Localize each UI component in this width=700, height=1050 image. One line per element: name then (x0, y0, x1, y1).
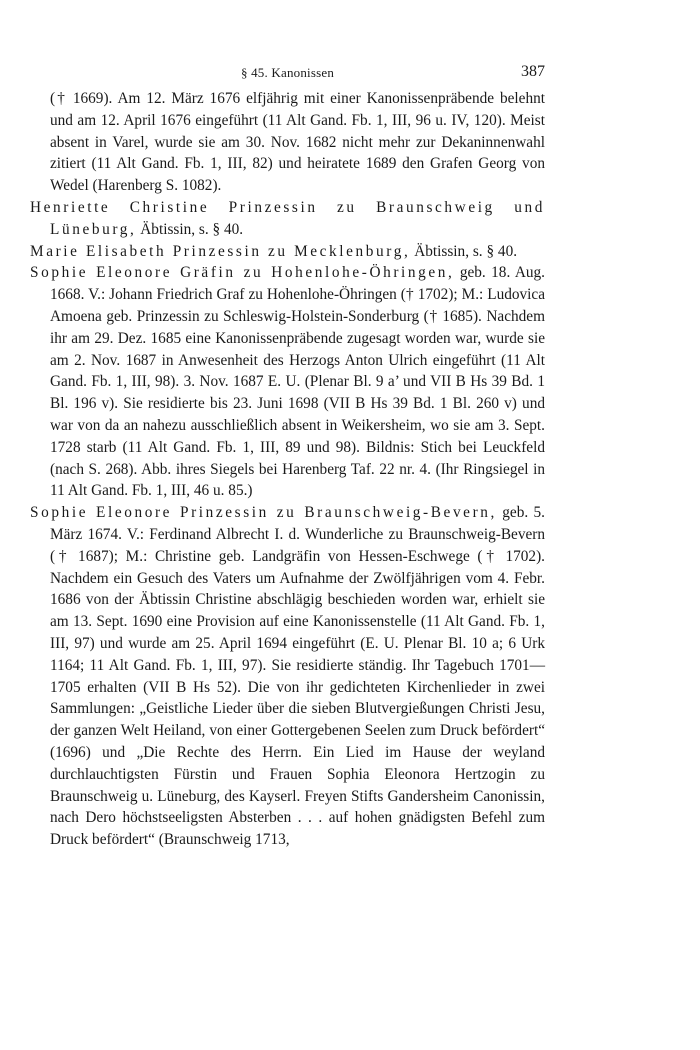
entry-continuation (30, 88, 545, 197)
entry-name: Sophie Eleonore Prinzessin zu Braunschweig-Bevern, (30, 504, 497, 522)
running-head (30, 58, 545, 88)
entry-text: Äbtissin, s. § 40. (410, 242, 518, 260)
entry-marie-elisabeth (30, 241, 545, 263)
entry-sophie-eleonore-hohenlohe (30, 262, 545, 502)
entry-text: Äbtissin, s. § 40. (136, 220, 244, 238)
page-number: 387 (521, 63, 545, 80)
entry-sophie-eleonore-bevern (30, 502, 545, 851)
entry-name: Henriette Christine Prinzessin zu Braunschweig und Lüneburg, (30, 198, 545, 238)
entry-text: († 1669). Am 12. März 1676 elfjährig mit einer Kanonissenpräbende belehnt und am 12. April 1676 eingeführt (11 Alt Gand. Fb. 1, III, 96 u. IV, 120). Meist absent in Varel, wurde sie am 30. Nov. 1682 nicht mehr zur Dekaninnenwahl zitiert (11 Alt Gand. Fb. 1, III, 82) und heiratete 1689 den Grafen Georg von Wedel (Harenberg S. 1082). (50, 90, 545, 195)
document-page (30, 58, 545, 851)
entry-name: Sophie Eleonore Gräfin zu Hohenlohe-Öhringen, (30, 264, 455, 282)
running-title: § 45. Kanonissen (240, 65, 335, 80)
entry-text: geb. 18. Aug. 1668. V.: Johann Friedrich Graf zu Hohenlohe-Öhringen († 1702); M.: Ludovica Amoena geb. Prinzessin zu Schleswig-Holstein-Sonderburg († 1685). Nachdem ihr am 29. Dez. 1685 eine Kanonissenpräbende zugesagt worden war, wurde sie am 2. Nov. 1687 in Anwesenheit des Herzogs Anton Ulrich eingeführt (11 Alt Gand. Fb. 1, III, 98). 3. Nov. 1687 E. U. (Plenar Bl. 9 a’ und VII B Hs 39 Bd. 1 Bl. 196 v). Sie residierte bis 23. Juni 1698 (VII B Hs 39 Bd. 1 Bl. 260 v) und war von da an nahezu ausschließlich absent in Weikersheim, wo sie am 3. Sept. 1728 starb (11 Alt Gand. Fb. 1, III, 89 und 98). Bildnis: Stich bei Leuckfeld (nach S. 268). Abb. ihres Siegels bei Harenberg Taf. 22 nr. 4. (Ihr Ringsiegel in 11 Alt Gand. Fb. 1, III, 46 u. 85.) (50, 264, 545, 500)
entry-text: geb. 5. März 1674. V.: Ferdinand Albrecht I. d. Wunderliche zu Braunschweig-Bevern († 1687); M.: Christine geb. Landgräfin von Hessen-Eschwege († 1702). Nachdem ein Gesuch des Vaters um Aufnahme der Zwölfjährigen vom 4. Febr. 1686 von der Äbtissin Christine abschlägig beschieden worden war, erhielt sie am 13. Sept. 1690 eine Provision auf eine Kanonissenstelle (11 Alt Gand. Fb. 1, III, 97) und wurde am 25. April 1694 eingeführt (E. U. Plenar Bl. 10 a; 6 Urk 1164; 11 Alt Gand. Fb. 1, III, 97). Sie residierte ständig. Ihr Tagebuch 1701—1705 erhalten (VII B Hs 52). Die von ihr gedichteten Kirchenlieder in zwei Sammlungen: „Geistliche Lieder über die sieben Blutvergießungen Christi Jesu, der ganzen Welt Heiland, von einer Gottergebenen Seelen zum Druck befördert“ (1696) und „Die Rechte des Herrn. Ein Lied im Hause der weyland durchlauchtigsten Fürstin und Frauen Sophia Eleonora Hertzogin zu Braunschweig u. Lüneburg, des Kayserl. Freyen Stifts Gandersheim Canonissin, nach Dero höchstseeligsten Absterben . . . auf hohen gnädigsten Befehl zum Druck befördert“ (Braunschweig 1713, (50, 504, 545, 849)
body-text (30, 88, 545, 851)
entry-name: Marie Elisabeth Prinzessin zu Mecklenburg, (30, 242, 411, 260)
entry-henriette-christine (30, 197, 545, 241)
